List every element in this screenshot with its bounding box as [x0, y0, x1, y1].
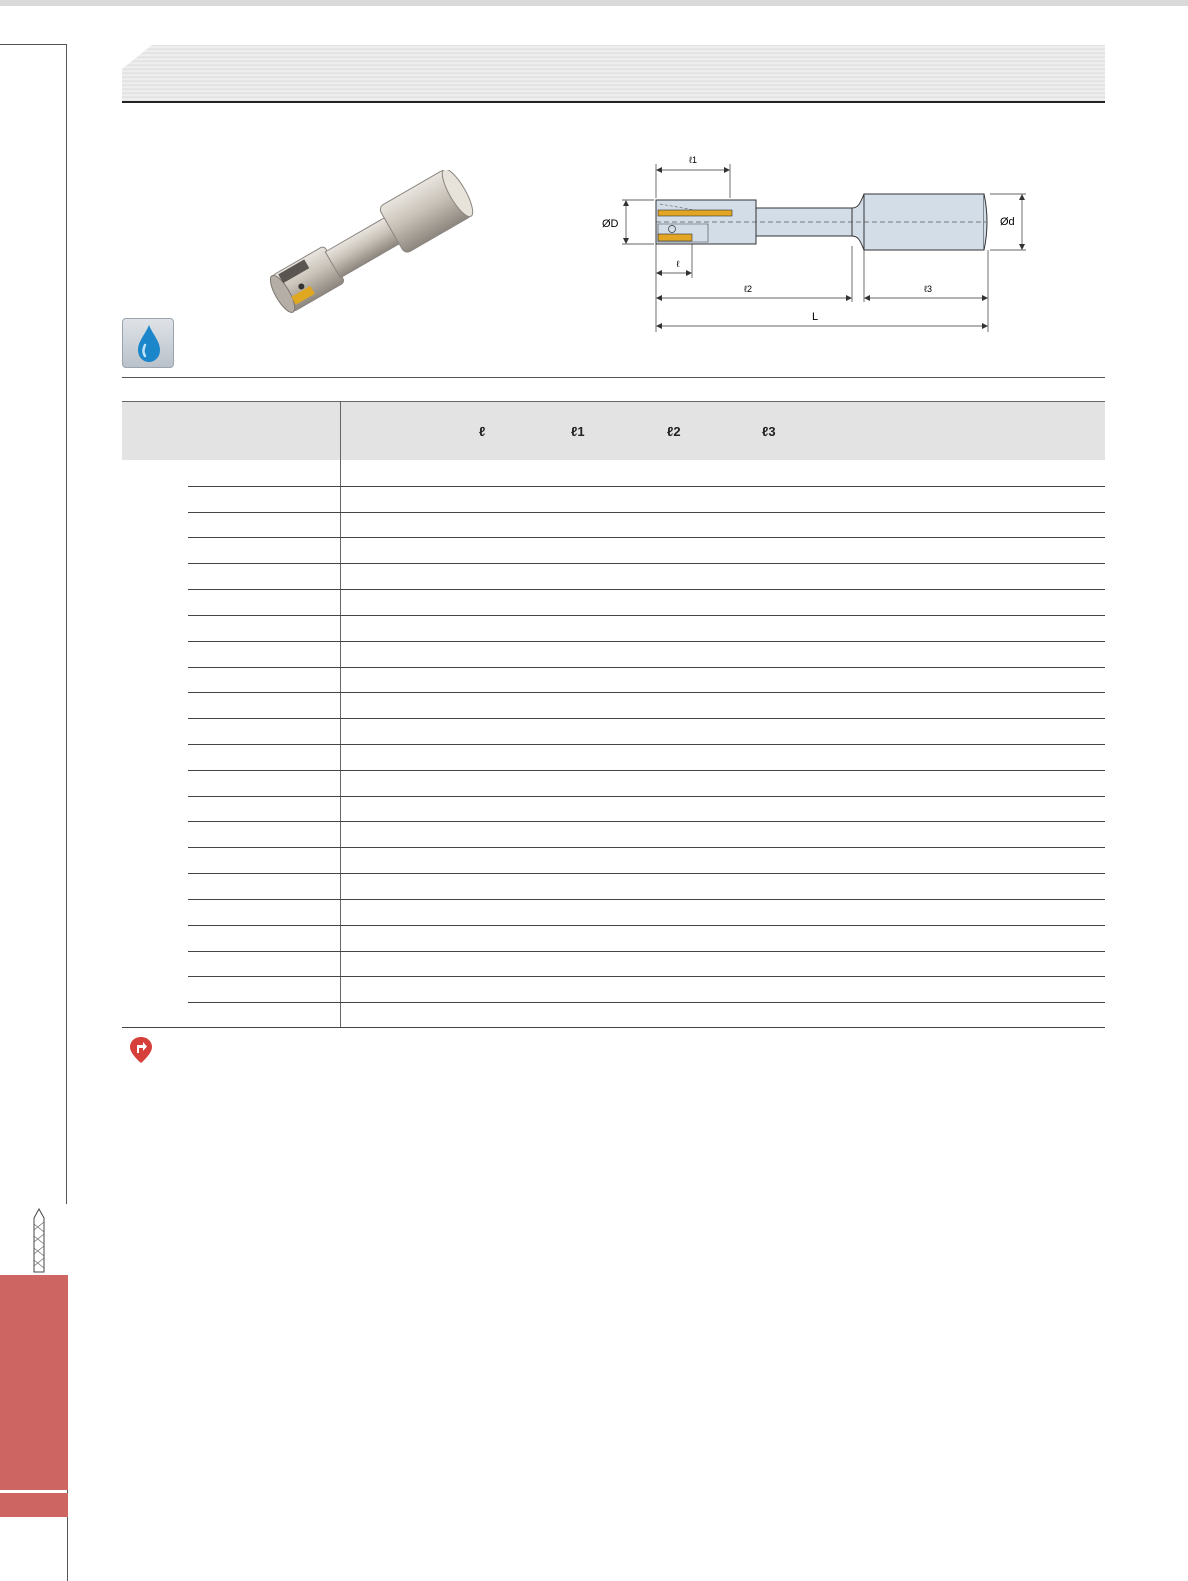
side-frame — [0, 44, 67, 1204]
dim-l: ℓ — [676, 259, 680, 269]
section-tab-lower — [0, 1493, 68, 1517]
table-row-line — [188, 744, 1105, 745]
table-row-line — [188, 718, 1105, 719]
table-row-line — [122, 1027, 1105, 1028]
table-row-line — [188, 641, 1105, 642]
drill-icon — [32, 1208, 46, 1274]
product-photo — [240, 170, 480, 325]
dim-D: ØD — [602, 218, 619, 230]
dim-l3: ℓ3 — [924, 284, 932, 294]
title-band — [122, 45, 1105, 103]
dim-l1: ℓ1 — [689, 155, 697, 165]
table-row-line — [188, 512, 1105, 513]
table-row-line — [188, 692, 1105, 693]
table-row-line — [188, 899, 1105, 900]
header-l1: ℓ1 — [571, 424, 585, 439]
section-tab[interactable] — [0, 1275, 68, 1490]
table-row-line — [188, 589, 1105, 590]
table-row-line — [188, 1002, 1105, 1003]
table-row-line — [188, 821, 1105, 822]
table-row-line — [188, 486, 1105, 487]
note-pin-icon — [127, 1035, 155, 1065]
spec-table-body — [122, 460, 1105, 1028]
dim-L: L — [811, 311, 819, 323]
table-row-line — [188, 770, 1105, 771]
top-strip — [0, 0, 1188, 6]
header-divider — [340, 402, 341, 461]
table-row-line — [188, 796, 1105, 797]
coolant-badge — [122, 318, 174, 368]
table-row-line — [188, 563, 1105, 564]
table-header — [122, 401, 1105, 460]
table-row-line — [188, 873, 1105, 874]
dimension-drawing — [598, 150, 1038, 340]
table-row-line — [188, 976, 1105, 977]
table-row-line — [188, 847, 1105, 848]
coolant-drop-icon — [123, 319, 175, 369]
table-row-line — [188, 951, 1105, 952]
header-l3: ℓ3 — [762, 424, 776, 439]
section-divider — [122, 377, 1105, 378]
table-row-line — [188, 925, 1105, 926]
header-l: ℓ — [479, 424, 486, 439]
table-row-line — [188, 615, 1105, 616]
dim-l2: ℓ2 — [744, 284, 752, 294]
header-l2: ℓ2 — [667, 424, 681, 439]
table-row-line — [188, 667, 1105, 668]
table-row-line — [188, 537, 1105, 538]
dim-d: Ød — [1000, 216, 1015, 228]
